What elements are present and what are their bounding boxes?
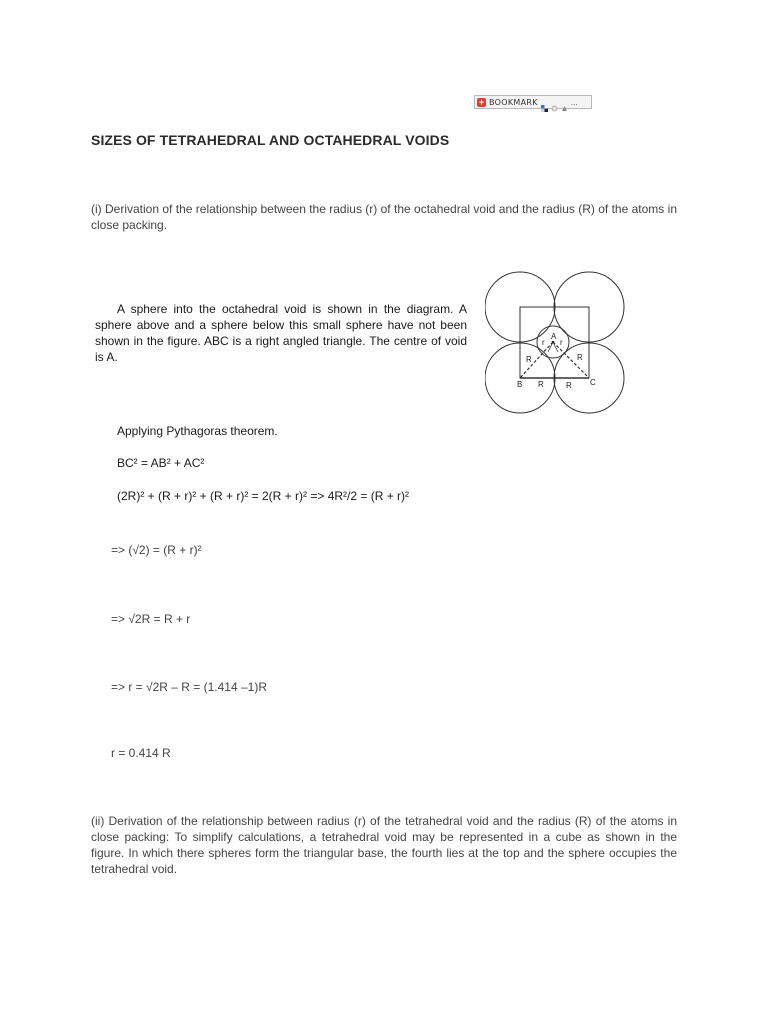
point-a	[552, 341, 555, 344]
step-equation-1: BC² = AB² + AC²	[117, 456, 205, 470]
delicious-icon[interactable]	[541, 99, 548, 106]
bookmark-label: BOOKMARK	[489, 97, 538, 107]
page-title: SIZES OF TETRAHEDRAL AND OCTAHEDRAL VOIDS	[91, 132, 450, 148]
more-link[interactable]: ...	[570, 97, 578, 107]
label-R-bottom-1: R	[538, 380, 544, 389]
label-C: C	[590, 378, 596, 387]
digg-icon[interactable]	[551, 99, 558, 106]
section-1-intro: (i) Derivation of the relationship between the radius (r) of the octahedral void and the radius (R) of the atoms in close packing.	[91, 202, 677, 232]
bookmark-button[interactable]	[474, 95, 592, 109]
step-equation-2: (2R)² + (R + r)² + (R + r)² = 2(R + r)² => 4R²/2 = (R + r)²	[117, 489, 410, 503]
label-R-right: R	[577, 353, 583, 362]
step-pythagoras: Applying Pythagoras theorem.	[117, 424, 278, 438]
octahedral-void-figure	[485, 270, 627, 421]
label-R-left: R	[526, 355, 532, 364]
step-equation-3: => (√2) = (R + r)²	[111, 543, 202, 557]
stumbleupon-icon[interactable]	[561, 99, 568, 106]
step-equation-5: => r = √2R – R = (1.414 –1)R	[111, 680, 267, 694]
line-ac	[553, 342, 589, 378]
plus-icon: +	[478, 96, 485, 107]
figure-description: A sphere into the octahedral void is shown in the diagram. A sphere above and a sphere below this small sphere have not been shown in the figure. ABC is a right angled triangle. The centre of void is A.	[95, 302, 467, 364]
label-A: A	[551, 332, 557, 341]
label-B: B	[517, 380, 523, 389]
step-equation-4: => √2R = R + r	[111, 612, 191, 626]
label-R-bottom-2: R	[566, 381, 572, 390]
label-r-right: r	[560, 338, 563, 347]
step-result: r = 0.414 R	[111, 746, 171, 760]
section-2-intro: (ii) Derivation of the relationship between radius (r) of the tetrahedral void and the radius (R) of the atoms in close packing: To simplify calculations, a tetrahedral void may be represented in a cube as shown in the figure. In which there spheres form the triangular base, the fourth lies at the top and the sphere occupies the tetrahedral void.	[91, 814, 677, 876]
label-r-left: r	[542, 338, 545, 347]
